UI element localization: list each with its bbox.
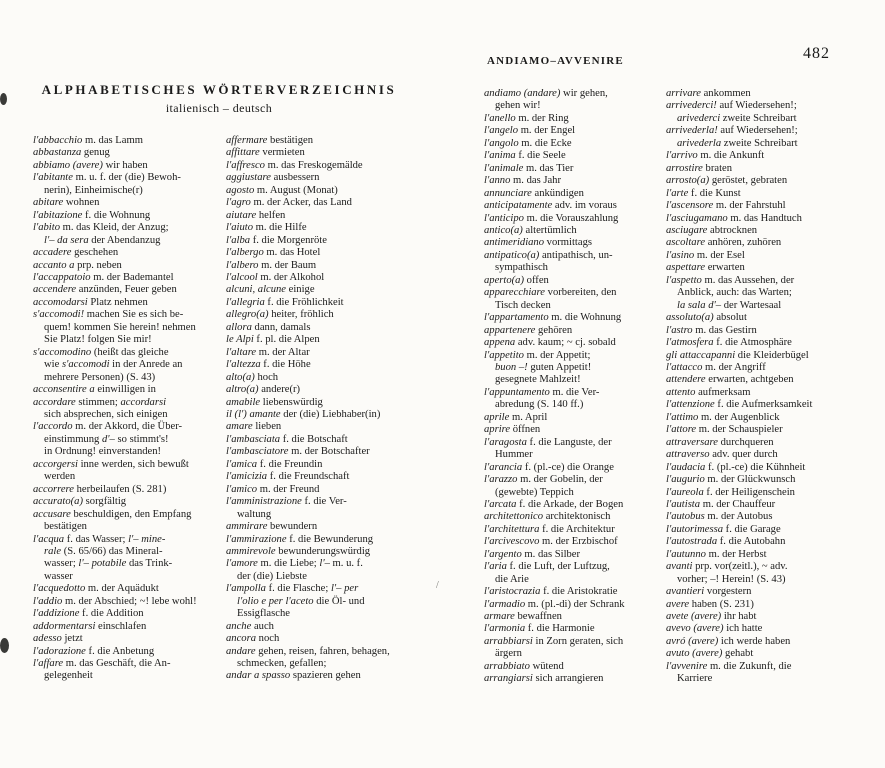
- dictionary-entry: accomodarsi Platz nehmen: [33, 296, 148, 308]
- dictionary-entry: abbiamo (avere) wir haben: [33, 159, 148, 171]
- dictionary-entry: l'agro m. der Acker, das Land: [226, 197, 352, 209]
- dictionary-entry: l'albergo m. das Hotel: [226, 247, 321, 259]
- dictionary-entry: addormentarsi einschlafen: [33, 620, 147, 632]
- dictionary-entry: l'amico m. der Freund: [226, 483, 320, 495]
- dictionary-entry: affermare bestätigen: [226, 135, 313, 146]
- dictionary-column-4: [666, 88, 862, 686]
- dictionary-entry: l'ambasciatore m. der Botschafter: [226, 446, 370, 458]
- dictionary-entry: adesso jetzt: [33, 633, 83, 645]
- dictionary-entry: l'affresco m. das Freskogemälde: [226, 159, 363, 171]
- dictionary-entry: appartenere gehören: [484, 324, 573, 336]
- dictionary-entry: l'atmosfera f. die Atmosphäre: [666, 337, 792, 349]
- dictionary-entry: l'arcata f. die Arkade, der Bogen: [484, 498, 624, 510]
- dictionary-entry: il (l') amante der (die) Liebhaber(in): [226, 408, 381, 420]
- dictionary-entry: s'accomodi! machen Sie es sich be- quem! kommen Sie herein! nehmen Sie Platz! folgen Sie mir!: [33, 309, 196, 346]
- dictionary-entry: l'amicizia f. die Freundschaft: [226, 471, 350, 483]
- dictionary-entry: l'acquedotto m. der Aquädukt: [33, 583, 159, 595]
- dictionary-entry: ascoltare anhören, zuhören: [666, 237, 782, 249]
- dictionary-entry: l'augurio m. der Glückwunsch: [666, 474, 796, 486]
- dictionary-entry: avanti prp. vor(zeitl.), ~ adv. vorher; –! Herein! (S. 43): [666, 561, 788, 585]
- dictionary-entry: l'abito m. das Kleid, der Anzug; l'– da sera der Abendanzug: [33, 222, 169, 246]
- dictionary-entry: l'allegria f. die Fröhlichkeit: [226, 296, 344, 308]
- dictionary-entry: l'arcivescovo m. der Erzbischof: [484, 536, 618, 548]
- scan-artifact: /: [436, 580, 439, 591]
- dictionary-entry: l'attenzione f. die Aufmerksamkeit: [666, 399, 813, 411]
- dictionary-entry: alto(a) hoch: [226, 371, 279, 383]
- dictionary-entry: aspettare erwarten: [666, 262, 745, 274]
- dictionary-entry: l'aragosta f. die Languste, der Hummer: [484, 436, 612, 461]
- dictionary-entry: agosto m. August (Monat): [226, 184, 338, 196]
- dictionary-entry: arrivare ankommen: [666, 88, 751, 99]
- dictionary-entry: accurato(a) sorgfältig: [33, 496, 127, 508]
- dictionary-entry: architettonico architektonisch: [484, 511, 611, 523]
- dictionary-entry: l'avvenire m. die Zukunft, die Karriere: [666, 660, 792, 685]
- dictionary-entry: aggiustare ausbessern: [226, 172, 320, 184]
- dictionary-entry: l'albero m. der Baum: [226, 259, 317, 271]
- dictionary-entry: l'arancia f. (pl.-ce) die Orange: [484, 461, 614, 473]
- dictionary-entry: l'ammirazione f. die Bewunderung: [226, 533, 374, 545]
- dictionary-entry: l'argento m. das Silber: [484, 548, 581, 560]
- dictionary-entry: attraversare durchqueren: [666, 436, 774, 448]
- dictionary-entry: l'arazzo m. der Gobelin, der (gewebte) Teppich: [484, 474, 603, 498]
- dictionary-entry: andiamo (andare) wir gehen, gehen wir!: [484, 88, 608, 112]
- dictionary-entry: arrosto(a) geröstet, gebraten: [666, 175, 788, 187]
- dictionary-entry: l'attacco m. der Angriff: [666, 361, 766, 373]
- running-head: ANDIAMO–AVVENIRE: [487, 55, 624, 67]
- dictionary-entry: aperto(a) offen: [484, 274, 549, 286]
- dictionary-entry: abitare wohnen: [33, 197, 100, 209]
- dictionary-entry: andar a spasso spazieren gehen: [226, 670, 361, 682]
- dictionary-entry: accorrere herbeilaufen (S. 281): [33, 483, 167, 495]
- dictionary-entry: l'autunno m. der Herbst: [666, 548, 767, 560]
- dictionary-entry: l'armonia f. die Harmonie: [484, 623, 595, 635]
- dictionary-entry: l'animale m. das Tier: [484, 162, 574, 174]
- dictionary-entry: l'abbacchio m. das Lamm: [33, 135, 143, 146]
- page-subtitle: italienisch – deutsch: [165, 101, 273, 115]
- page-title: ALPHABETISCHES WÖRTERVERZEICHNIS: [41, 82, 397, 97]
- dictionary-entry: l'arte f. die Kunst: [666, 187, 741, 199]
- dictionary-entry: l'alba f. die Morgenröte: [226, 234, 327, 246]
- dictionary-entry: l'architettura f. die Architektur: [484, 523, 615, 535]
- dictionary-entry: l'altare m. der Altar: [226, 346, 310, 358]
- dictionary-entry: l'aria f. die Luft, der Luftzug, die Arie: [484, 561, 610, 585]
- dictionary-entry: avete (avere) ihr habt: [666, 611, 757, 623]
- dictionary-entry: appena adv. kaum; ~ cj. sobald: [484, 337, 616, 349]
- dictionary-entry: avró (avere) ich werde haben: [666, 635, 791, 647]
- dictionary-entry: l'anticipo m. die Vorauszahlung: [484, 212, 619, 224]
- dictionary-entry: arrivederci! auf Wiedersehen!; arivederci zweite Schreibart: [666, 100, 797, 124]
- dictionary-entry: l'autorimessa f. die Garage: [666, 523, 781, 535]
- dictionary-entry: avuto (avere) gehabt: [666, 648, 754, 660]
- dictionary-entry: l'accappatoio m. der Bademantel: [33, 271, 174, 283]
- dictionary-entry: l'attore m. der Schauspieler: [666, 424, 783, 436]
- dictionary-entry: l'addizione f. die Addition: [33, 608, 144, 620]
- dictionary-entry: arrostire braten: [666, 162, 733, 174]
- dictionary-entry: l'ascensore m. der Fahrstuhl: [666, 200, 786, 212]
- dictionary-entry: l'altezza f. die Höhe: [226, 359, 311, 371]
- dictionary-entry: ammirevole bewunderungswürdig: [226, 545, 371, 557]
- dictionary-entry: avere haben (S. 231): [666, 598, 754, 610]
- dictionary-entry: accusare beschuldigen, den Empfang bestätigen: [33, 508, 192, 533]
- dictionary-entry: amare lieben: [226, 421, 282, 433]
- dictionary-column-2: [226, 135, 418, 683]
- dictionary-entry: l'acqua f. das Wasser; l'– mine- rale (S. 65/66) das Mineral- wasser; l'– potabile das Trink- wasser: [33, 533, 173, 582]
- dictionary-entry: armare bewaffnen: [484, 611, 562, 623]
- dictionary-entry: s'accomodino (heißt das gleiche wie s'accomodi in der Anrede an mehrere Personen) (S. 43): [33, 346, 183, 383]
- dictionary-entry: l'aspetto m. das Aussehen, der Anblick, auch: das Warten; la sala d'– der Wartesaal: [666, 274, 795, 311]
- dictionary-column-1: [33, 135, 227, 683]
- dictionary-entry: andare gehen, reisen, fahren, behagen, schmecken, gefallen;: [226, 645, 390, 670]
- dictionary-entry: acconsentire a einwilligen in: [33, 384, 156, 396]
- dictionary-entry: le Alpi f. pl. die Alpen: [226, 334, 320, 346]
- title-block: [30, 82, 408, 116]
- dictionary-entry: l'angelo m. der Engel: [484, 125, 576, 137]
- dictionary-entry: l'arrivo m. die Ankunft: [666, 150, 765, 162]
- dictionary-entry: asciugare abtrocknen: [666, 224, 758, 236]
- page-number: 482: [803, 45, 830, 62]
- dictionary-entry: l'abitante m. u. f. der (die) Bewoh- nerin), Einheimische(r): [33, 172, 181, 196]
- dictionary-entry: l'amica f. die Freundin: [226, 458, 323, 470]
- dictionary-entry: l'autobus m. der Autobus: [666, 511, 773, 523]
- dictionary-entry: l'anello m. der Ring: [484, 112, 569, 124]
- dictionary-entry: l'alcool m. der Alkohol: [226, 271, 325, 283]
- dictionary-entry: l'asciugamano m. das Handtuch: [666, 212, 802, 224]
- dictionary-entry: l'armadio m. (pl.-di) der Schrank: [484, 598, 625, 610]
- dictionary-entry: attraverso adv. quer durch: [666, 449, 778, 461]
- dictionary-entry: arrabbiarsi in Zorn geraten, sich ärgern: [484, 635, 624, 660]
- dictionary-entry: antimeridiano vormittags: [484, 237, 592, 249]
- dictionary-entry: accorgersi inne werden, sich bewußt werden: [33, 458, 189, 483]
- dictionary-entry: avantieri vorgestern: [666, 586, 752, 598]
- dictionary-entry: arrangiarsi sich arrangieren: [484, 673, 604, 685]
- scan-speck: [0, 638, 9, 653]
- dictionary-entry: l'audacia f. (pl.-ce) die Kühnheit: [666, 461, 806, 473]
- dictionary-entry: l'appuntamento m. die Ver- abredung (S. 140 ff.): [484, 386, 600, 411]
- dictionary-entry: attendere erwarten, achtgeben: [666, 374, 794, 386]
- dictionary-entry: gli attaccapanni die Kleiderbügel: [666, 349, 809, 361]
- dictionary-entry: l'adorazione f. die Anbetung: [33, 645, 155, 657]
- dictionary-entry: accendere anzünden, Feuer geben: [33, 284, 177, 296]
- dictionary-entry: l'aiuto m. die Hilfe: [226, 222, 307, 234]
- dictionary-entry: l'autostrada f. die Autobahn: [666, 536, 786, 548]
- dictionary-entry: l'astro m. das Gestirn: [666, 324, 757, 336]
- dictionary-entry: l'anima f. die Seele: [484, 150, 566, 162]
- dictionary-entry: l'aureola f. der Heiligenschein: [666, 486, 795, 498]
- scan-speck: [0, 93, 7, 105]
- dictionary-entry: l'aristocrazia f. die Aristokratie: [484, 586, 618, 598]
- dictionary-entry: attento aufmerksam: [666, 386, 751, 398]
- dictionary-entry: allora dann, damals: [226, 321, 311, 333]
- dictionary-entry: aprire öffnen: [484, 424, 541, 436]
- dictionary-entry: l'autista m. der Chauffeur: [666, 498, 776, 510]
- dictionary-entry: allegro(a) heiter, fröhlich: [226, 309, 334, 321]
- dictionary-entry: avevo (avere) ich hatte: [666, 623, 763, 635]
- dictionary-entry: annunciare ankündigen: [484, 187, 584, 199]
- dictionary-entry: anticipatamente adv. im voraus: [484, 200, 617, 212]
- dictionary-entry: aprile m. April: [484, 411, 548, 423]
- dictionary-entry: accanto a prp. neben: [33, 259, 122, 271]
- dictionary-entry: l'asino m. der Esel: [666, 249, 745, 261]
- dictionary-entry: l'ampolla f. die Flasche; l'– per l'olio e per l'aceto die Öl- und Essigflasche: [226, 583, 365, 620]
- dictionary-entry: l'amministrazione f. die Ver- waltung: [226, 496, 347, 520]
- dictionary-entry: alcuni, alcune einige: [226, 284, 315, 296]
- dictionary-entry: l'affare m. das Geschäft, die An- gelegenheit: [33, 658, 171, 682]
- dictionary-entry: affittare vermieten: [226, 147, 305, 159]
- dictionary-entry: l'attimo m. der Augenblick: [666, 411, 780, 423]
- dictionary-entry: l'appartamento m. die Wohnung: [484, 312, 622, 324]
- dictionary-entry: arrivederla! auf Wiedersehen!; arivederla zweite Schreibart: [666, 125, 798, 149]
- dictionary-entry: l'amore m. die Liebe; l'– m. u. f. der (die) Liebste: [226, 558, 363, 582]
- dictionary-entry: accadere geschehen: [33, 247, 119, 259]
- dictionary-entry: antico(a) altertümlich: [484, 224, 577, 236]
- dictionary-entry: antipatico(a) antipathisch, un- sympathisch: [484, 249, 613, 274]
- dictionary-entry: altro(a) andere(r): [226, 384, 301, 396]
- dictionary-entry: abbastanza genug: [33, 147, 110, 159]
- dictionary-entry: anche auch: [226, 620, 274, 632]
- dictionary-entry: apparecchiare vorbereiten, den Tisch decken: [484, 287, 617, 311]
- dictionary-entry: amabile liebenswürdig: [226, 396, 323, 408]
- dictionary-entry: l'anno m. das Jahr: [484, 175, 562, 187]
- dictionary-entry: assoluto(a) absolut: [666, 312, 747, 324]
- dictionary-entry: l'addio m. der Abschied; ~! lebe wohl!: [33, 595, 197, 607]
- dictionary-entry: aiutare helfen: [226, 209, 286, 221]
- dictionary-entry: l'accordo m. der Akkord, die Über- einstimmung d'– so stimmt's! in Ordnung! einverstanden!: [33, 421, 183, 458]
- dictionary-entry: l'abitazione f. die Wohnung: [33, 209, 151, 221]
- dictionary-entry: ancora noch: [226, 633, 280, 645]
- dictionary-entry: arrabbiato wütend: [484, 660, 564, 672]
- dictionary-column-3: [484, 88, 668, 686]
- dictionary-entry: l'appetito m. der Appetit; buon –! guten Appetit! gesegnete Mahlzeit!: [484, 349, 592, 386]
- dictionary-entry: l'angolo m. die Ecke: [484, 137, 572, 149]
- dictionary-entry: l'ambasciata f. die Botschaft: [226, 433, 348, 445]
- dictionary-entry: ammirare bewundern: [226, 521, 318, 533]
- dictionary-entry: accordare stimmen; accordarsi sich absprechen, sich einigen: [33, 396, 168, 420]
